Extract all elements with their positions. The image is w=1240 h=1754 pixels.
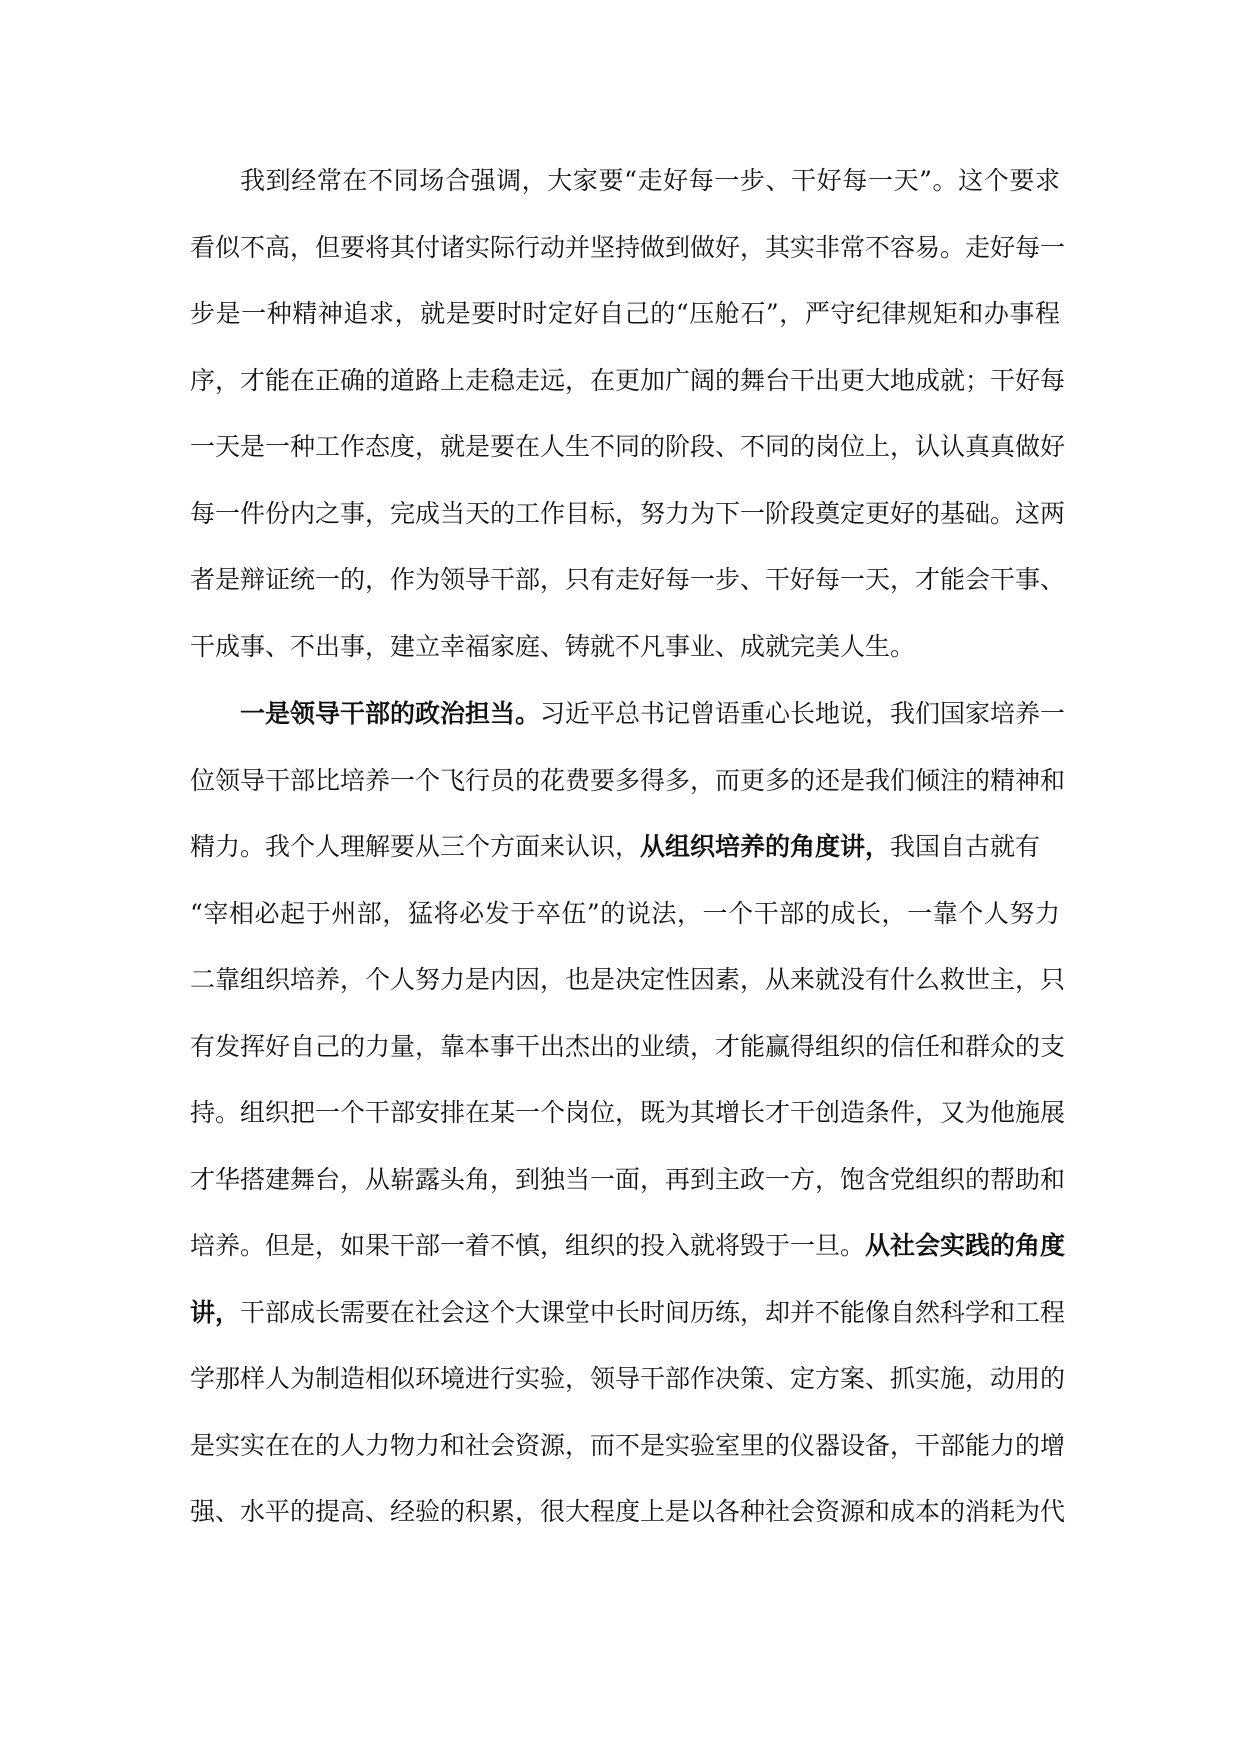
paragraph-line: 有发挥好自己的力量，靠本事干出杰出的业绩，才能赢得组织的信任和群众的支 (190, 1031, 1066, 1061)
paragraph-line: 强、水平的提高、经验的积累，很大程度上是以各种社会资源和成本的消耗为代 (190, 1497, 1066, 1526)
paragraph-line (190, 1213, 1066, 1280)
paragraph-line: 位领导干部比培养一个飞行员的花费要多得多，而更多的还是我们倾注的精神和 (190, 765, 1066, 795)
paragraph-line: 序，才能在正确的道路上走稳走远，在更加广阔的舞台干出更大地成就；干好每 (190, 365, 1066, 395)
paragraph-line: “宰相必起于州部，猛将必发于卒伍”的说法，一个干部的成长，一靠个人努力 (190, 898, 1060, 928)
paragraph-line: 持。组织把一个干部安排在某一个岗位，既为其增长才干创造条件，又为他施展 (190, 1098, 1066, 1127)
paragraph-line (190, 681, 1066, 748)
paragraph-line: 二靠组织培养，个人努力是内因，也是决定性因素，从来就没有什么救世主，只 (190, 965, 1066, 994)
emphasis-text: 讲， (190, 1297, 241, 1327)
paragraph-line (190, 814, 1060, 881)
paragraph-line: 步是一种精神追求，就是要时时定好自己的“压舱石”，严守纪律规矩和办事程 (190, 299, 1060, 328)
emphasis-text: 从组织培养的角度讲， (640, 832, 891, 861)
paragraph-text: 干部成长需要在社会这个大课堂中长时间历练，却并不能像自然科学和工程 (240, 1297, 1066, 1327)
paragraph-text: 我国自古就有 (890, 832, 1041, 861)
paragraph-text: 精力。我个人理解要从三个方面来认识， (190, 832, 641, 861)
paragraph-line: 看似不高，但要将其付诸实际行动并坚持做到做好，其实非常不容易。走好每一 (190, 232, 1066, 262)
paragraph-line: 一天是一种工作态度，就是要在人生不同的阶段、不同的岗位上，认认真真做好 (190, 432, 1066, 461)
paragraph-text: 习近平总书记曾语重心长地说，我们国家培养一 (540, 699, 1066, 728)
paragraph-line: 我到经常在不同场合强调，大家要“走好每一步、干好每一天”。这个要求 (240, 166, 1060, 195)
section-heading: 一是领导干部的政治担当。 (240, 699, 541, 728)
paragraph-line (190, 1280, 1066, 1347)
paragraph-intro (190, 148, 1066, 680)
paragraph-line: 干成事、不出事，建立幸福家庭、铸就不凡事业、成就完美人生。 (190, 631, 916, 661)
paragraph-political-responsibility (190, 681, 1066, 1546)
paragraph-text: 培养。但是，如果干部一着不慎，组织的投入就将毁于一旦。 (190, 1231, 866, 1260)
paragraph-line: 者是辩证统一的，作为领导干部，只有走好每一步、干好每一天，才能会干事、 (190, 565, 1066, 594)
paragraph-line: 学那样人为制造相似环境进行实验，领导干部作决策、定方案、抓实施，动用的 (190, 1364, 1066, 1393)
paragraph-line: 每一件份内之事，完成当天的工作目标，努力为下一阶段奠定更好的基础。这两 (190, 498, 1066, 528)
emphasis-text: 从社会实践的角度 (865, 1231, 1066, 1260)
paragraph-line: 是实实在在的人力物力和社会资源，而不是实验室里的仪器设备，干部能力的增 (190, 1430, 1066, 1460)
paragraph-line: 才华搭建舞台，从崭露头角，到独当一面，再到主政一方，饱含党组织的帮助和 (190, 1164, 1066, 1194)
